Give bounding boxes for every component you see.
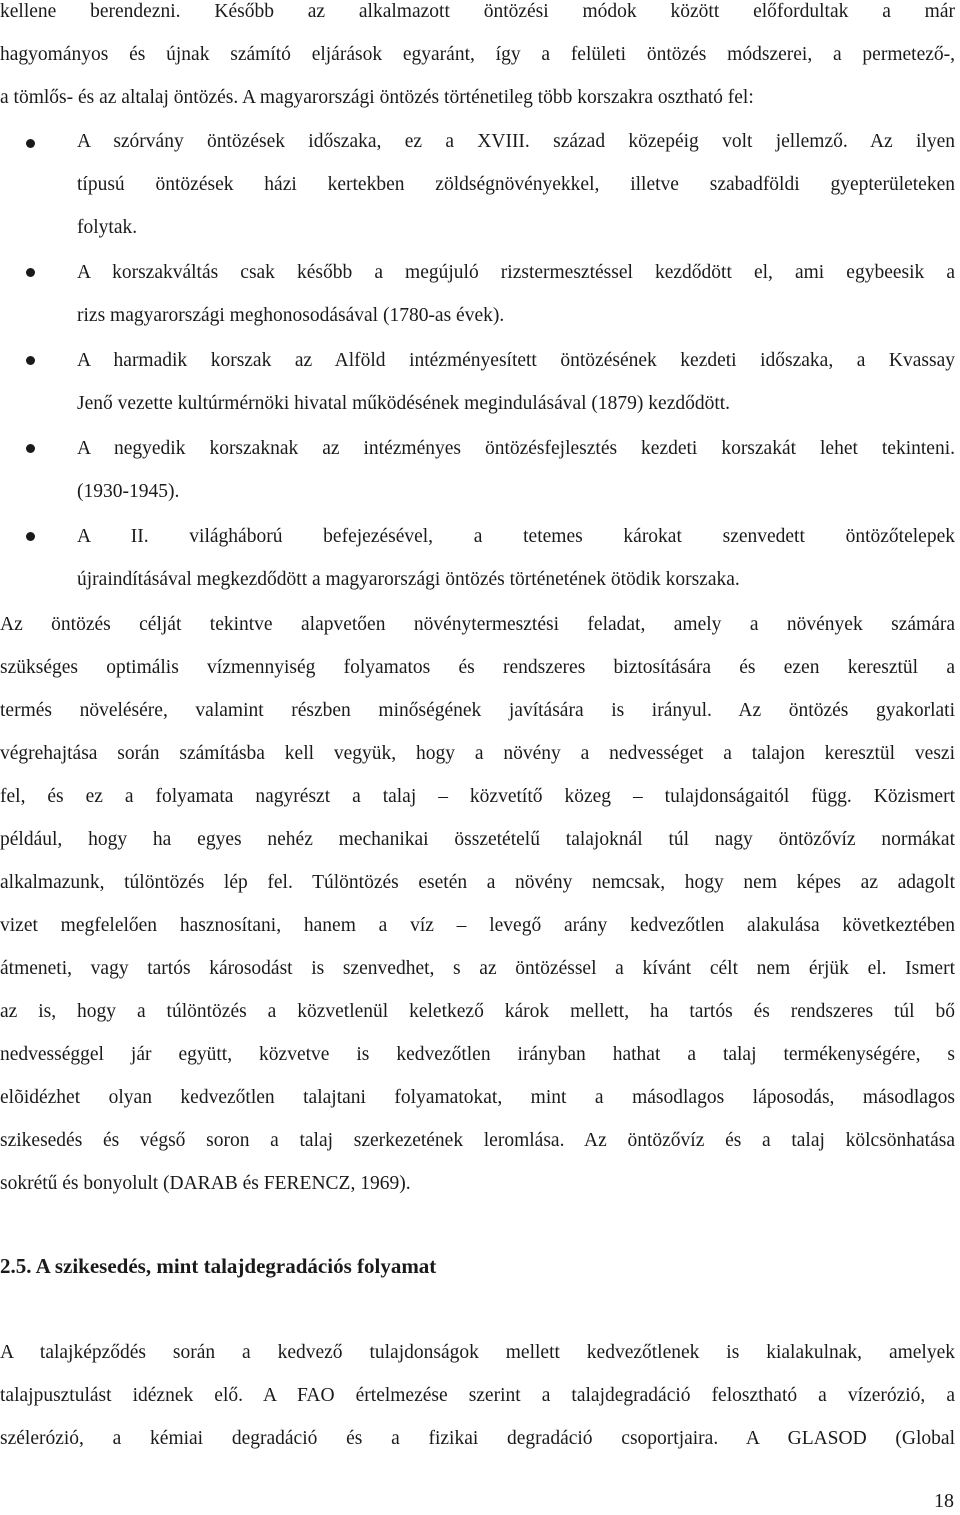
body-line: például, hogy ha egyes nehéz mechanikai összetételű talajoknál túl nagy öntözővíz normákat: [0, 829, 955, 850]
bullet-line: A harmadik korszak az Alföld intézményesített öntözésének kezdeti időszaka, a Kvassay: [77, 350, 955, 371]
bullet-line: (1930-1945).: [77, 481, 180, 502]
body-line: végrehajtása során számításba kell vegyük, hogy a növény a nedvességet a talajon keresztül veszi: [0, 743, 955, 764]
bullet-line: A szórvány öntözések időszaka, ez a XVIII. század közepéig volt jellemző. Az ilyen: [77, 131, 955, 152]
body-line: A talajképződés során a kedvező tulajdonságok mellett kedvezőtlenek is kialakulnak, amelyek: [0, 1342, 955, 1363]
bullet-line: Jenő vezette kultúrmérnöki hivatal működésének megindulásával (1879) kezdődött.: [77, 393, 731, 414]
body-line: szükséges optimális vízmennyiség folyamatos és rendszeres biztosítására és ezen keresztül a: [0, 657, 955, 678]
body-line: termés növelésére, valamint részben minőségének javítására is irányul. Az öntözés gyakorlati: [0, 700, 955, 721]
body-line: vizet megfelelően hasznosítani, hanem a víz – levegő arány kedvezőtlen alakulása következtében: [0, 915, 955, 936]
body-line: nedvességgel jár együtt, közvetve is kedvezőtlen irányban hathat a talaj termékenységére, s: [0, 1044, 955, 1065]
intro-line: hagyományos és újnak számító eljárások egyaránt, így a felületi öntözés módszerei, a permetező-,: [0, 44, 955, 65]
intro-line: kellene berendezni. Később az alkalmazott öntözési módok között előfordultak a már: [0, 1, 955, 22]
bullet-line: rizs magyarországi meghonosodásával (1780-as évek).: [77, 305, 505, 326]
bullet-line: újraindításával megkezdődött a magyarországi öntözés történetének ötödik korszaka.: [77, 569, 740, 590]
bullet-marker: [26, 356, 35, 365]
body-line: elõidézhet olyan kedvezőtlen talajtani folyamatokat, mint a másodlagos láposodás, másodlagos: [0, 1087, 955, 1108]
body-line: szikesedés és végső soron a talaj szerkezetének leromlása. Az öntözővíz és a talaj kölcsönhatása: [0, 1130, 955, 1151]
bullet-line: A II. világháború befejezésével, a tetemes károkat szenvedett öntözőtelepek: [77, 526, 955, 547]
bullet-line: A korszakváltás csak később a megújuló rizstermesztéssel kezdődött el, ami egybeesik a: [77, 262, 955, 283]
body-line: alkalmazunk, túlöntözés lép fel. Túlöntözés esetén a növény nemcsak, hogy nem képes az adagolt: [0, 872, 955, 893]
body-line: talajpusztulást idéznek elő. A FAO értelmezése szerint a talajdegradáció felosztható a vízerózió, a: [0, 1385, 955, 1406]
section-heading: 2.5. A szikesedés, mint talajdegradációs folyamat: [0, 1254, 437, 1278]
bullet-line: A negyedik korszaknak az intézményes öntözésfejlesztés kezdeti korszakát lehet tekinteni.: [77, 438, 955, 459]
bullet-line: típusú öntözések házi kertekben zöldségnövényekkel, illetve szabadföldi gyepterületeken: [77, 174, 955, 195]
body-line: Az öntözés célját tekintve alapvetően növénytermesztési feladat, amely a növények számára: [0, 614, 955, 635]
body-line: az is, hogy a túlöntözés a közvetlenül keletkező károk mellett, ha tartós és rendszeres túl bő: [0, 1001, 955, 1022]
body-line: szélerózió, a kémiai degradáció és a fizikai degradáció csoportjaira. A GLASOD (Global: [0, 1428, 955, 1449]
bullet-marker: [26, 268, 35, 277]
bullet-marker: [26, 532, 35, 541]
page-number: 18: [934, 1490, 954, 1512]
body-line: sokrétű és bonyolult (DARAB és FERENCZ, 1969).: [0, 1173, 411, 1194]
bullet-marker: [26, 139, 35, 148]
body-line: átmeneti, vagy tartós károsodást is szenvedhet, s az öntözéssel a kívánt célt nem érjük el. Ismert: [0, 958, 955, 979]
bullet-marker: [26, 444, 35, 453]
bullet-line: folytak.: [77, 217, 138, 238]
intro-line: a tömlős- és az altalaj öntözés. A magyarországi öntözés történetileg több korszakra osztható fel:: [0, 87, 754, 108]
body-line: fel, és ez a folyamata nagyrészt a talaj – közvetítő közeg – tulajdonságaitól függ. Közismert: [0, 786, 955, 807]
